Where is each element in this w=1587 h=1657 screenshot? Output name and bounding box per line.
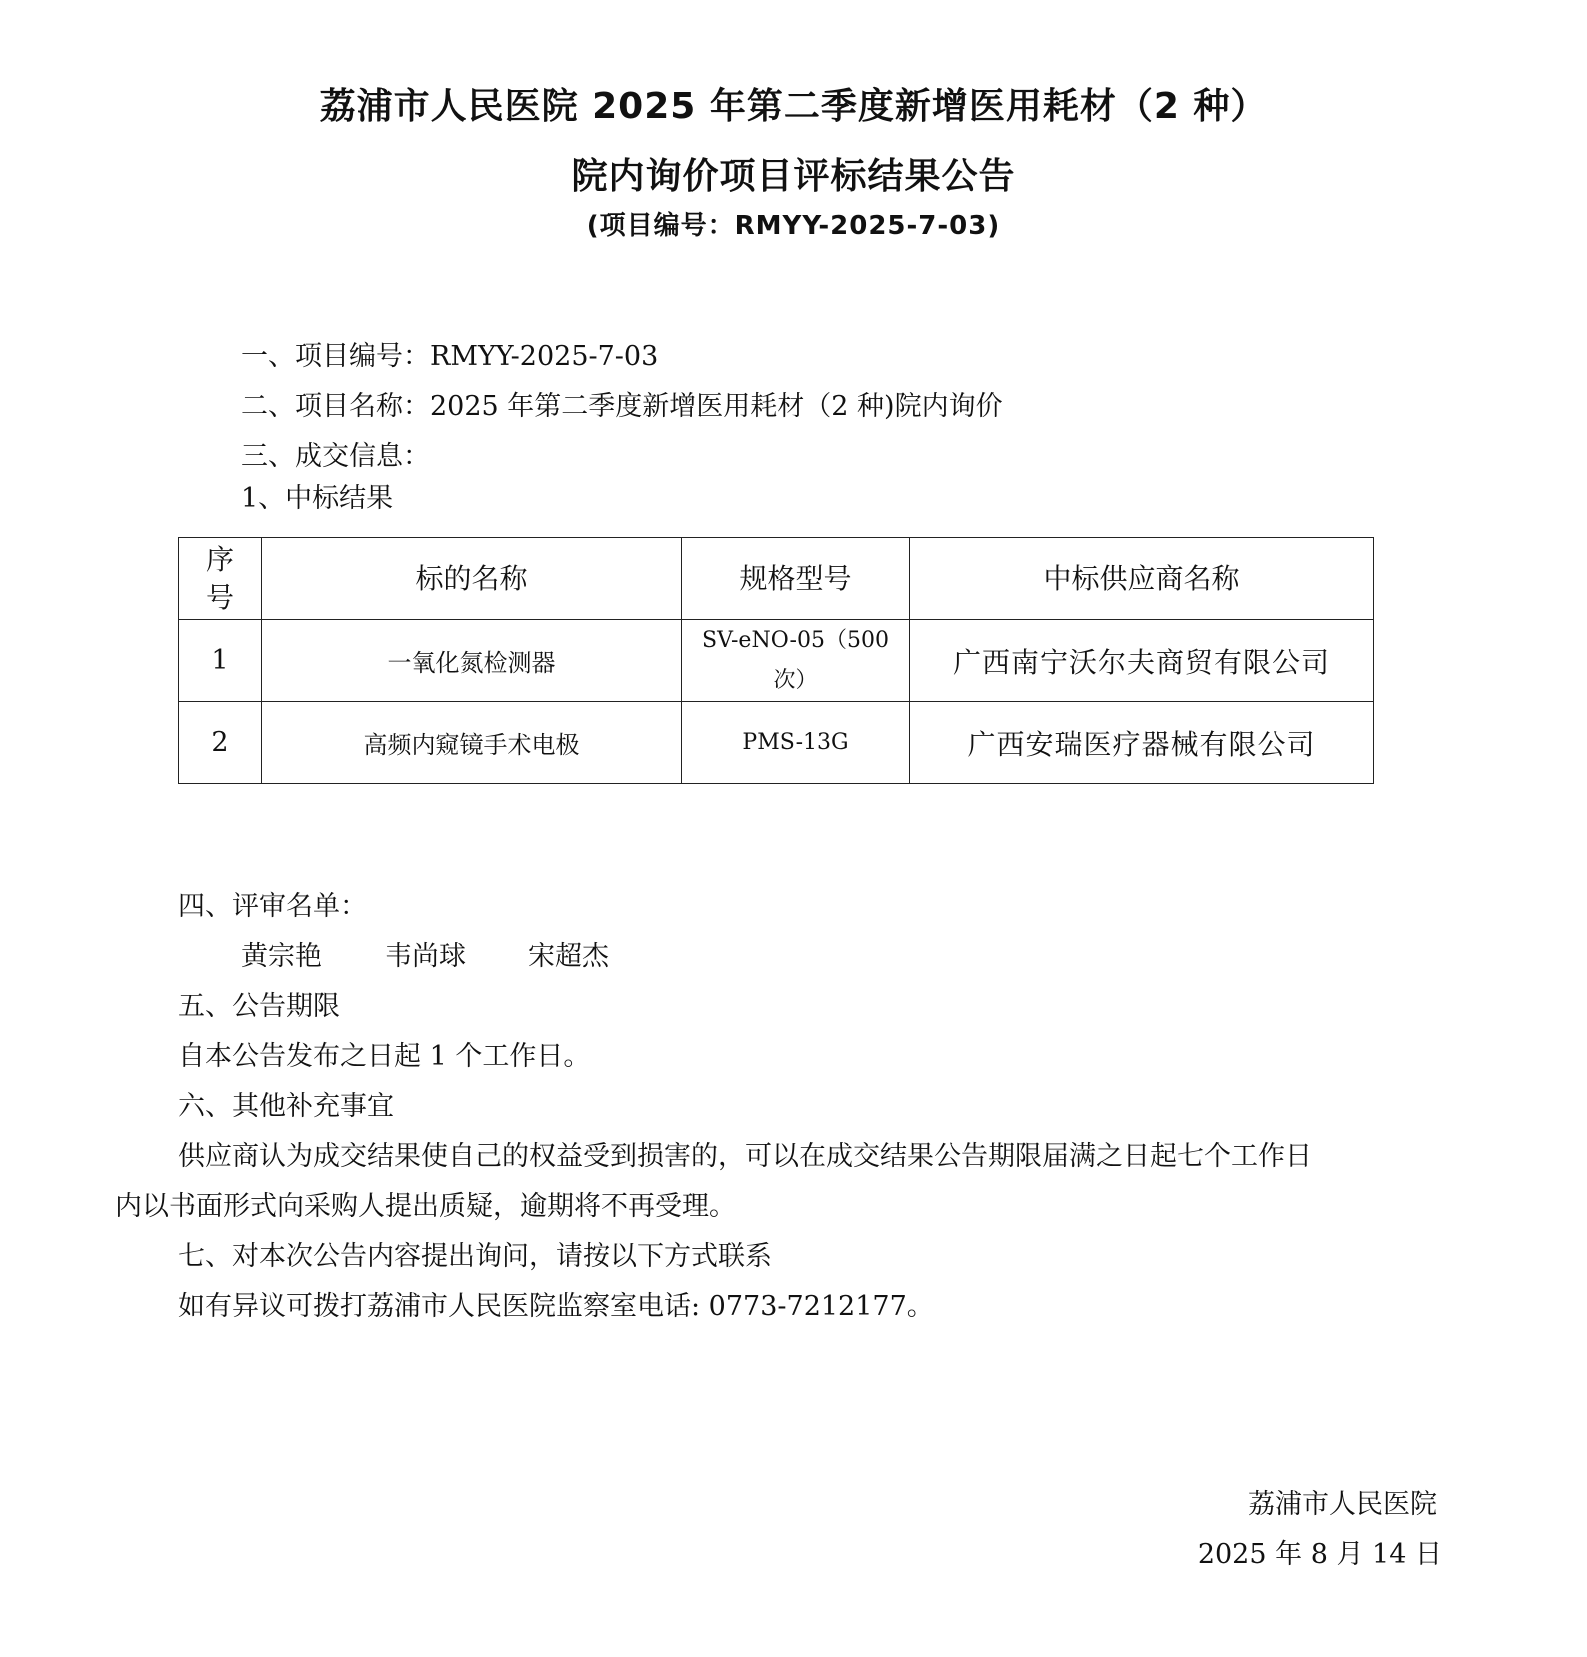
project-code-subtitle: (项目编号：RMYY-2025-7-03) [586, 211, 1001, 241]
row-supplier: 广西安瑞医疗器械有限公司 [910, 702, 1374, 784]
row-supplier: 广西南宁沃尔夫商贸有限公司 [910, 620, 1374, 702]
reviewer-name: 宋超杰 [528, 941, 609, 972]
row-spec-line1: PMS-13G [742, 729, 849, 755]
bid-result-table [178, 537, 1374, 784]
table-row [179, 620, 1374, 702]
header-index-line1: 序 [205, 542, 234, 576]
section-bid-result-heading: 1、中标结果 [241, 483, 394, 514]
footer-organization: 荔浦市人民医院 [1248, 1489, 1437, 1520]
section-reviewers: 四、评审名单： [178, 891, 367, 922]
row-spec-line1: SV-eNO-05（500 [702, 627, 889, 653]
title-line-2: 院内询价项目评标结果公告 [571, 156, 1016, 197]
row-index: 2 [179, 702, 262, 784]
header-index [179, 538, 262, 620]
reviewer-name: 黄宗艳 [241, 941, 322, 972]
other-matters-text-line2: 内以书面形式向采购人提出质疑，逾期将不再受理。 [115, 1191, 736, 1222]
row-spec-line2: 次） [773, 667, 818, 693]
section-project-name: 二、项目名称：2025 年第二季度新增医用耗材（2 种)院内询价 [241, 391, 1003, 422]
notice-period-text: 自本公告发布之日起 1 个工作日。 [178, 1041, 591, 1072]
inquiry-contact-text: 如有异议可拨打荔浦市人民医院监察室电话: 0773-7212177。 [178, 1291, 934, 1322]
section-notice-period: 五、公告期限 [178, 991, 340, 1022]
other-matters-text-line1: 供应商认为成交结果使自己的权益受到损害的，可以在成交结果公告期限届满之日起七个工作日 [178, 1141, 1312, 1172]
row-spec [682, 702, 910, 784]
section-inquiry: 七、对本次公告内容提出询问，请按以下方式联系 [178, 1241, 772, 1272]
table-header-row [179, 538, 1374, 620]
header-supplier: 中标供应商名称 [910, 538, 1374, 620]
title-line-1: 荔浦市人民医院 2025 年第二季度新增医用耗材（2 种） [319, 86, 1268, 127]
header-spec: 规格型号 [682, 538, 910, 620]
table-row [179, 702, 1374, 784]
section-deal-info: 三、成交信息： [241, 441, 430, 472]
section-other-matters: 六、其他补充事宜 [178, 1091, 394, 1122]
row-item-name: 高频内窥镜手术电极 [262, 702, 682, 784]
reviewer-name: 韦尚球 [385, 941, 466, 972]
section-project-code: 一、项目编号：RMYY-2025-7-03 [241, 341, 659, 372]
footer-date: 2025 年 8 月 14 日 [1197, 1539, 1442, 1570]
header-index-line2: 号 [205, 580, 234, 614]
row-item-name: 一氧化氮检测器 [262, 620, 682, 702]
header-item-name: 标的名称 [262, 538, 682, 620]
row-spec [682, 620, 910, 702]
row-index: 1 [179, 620, 262, 702]
